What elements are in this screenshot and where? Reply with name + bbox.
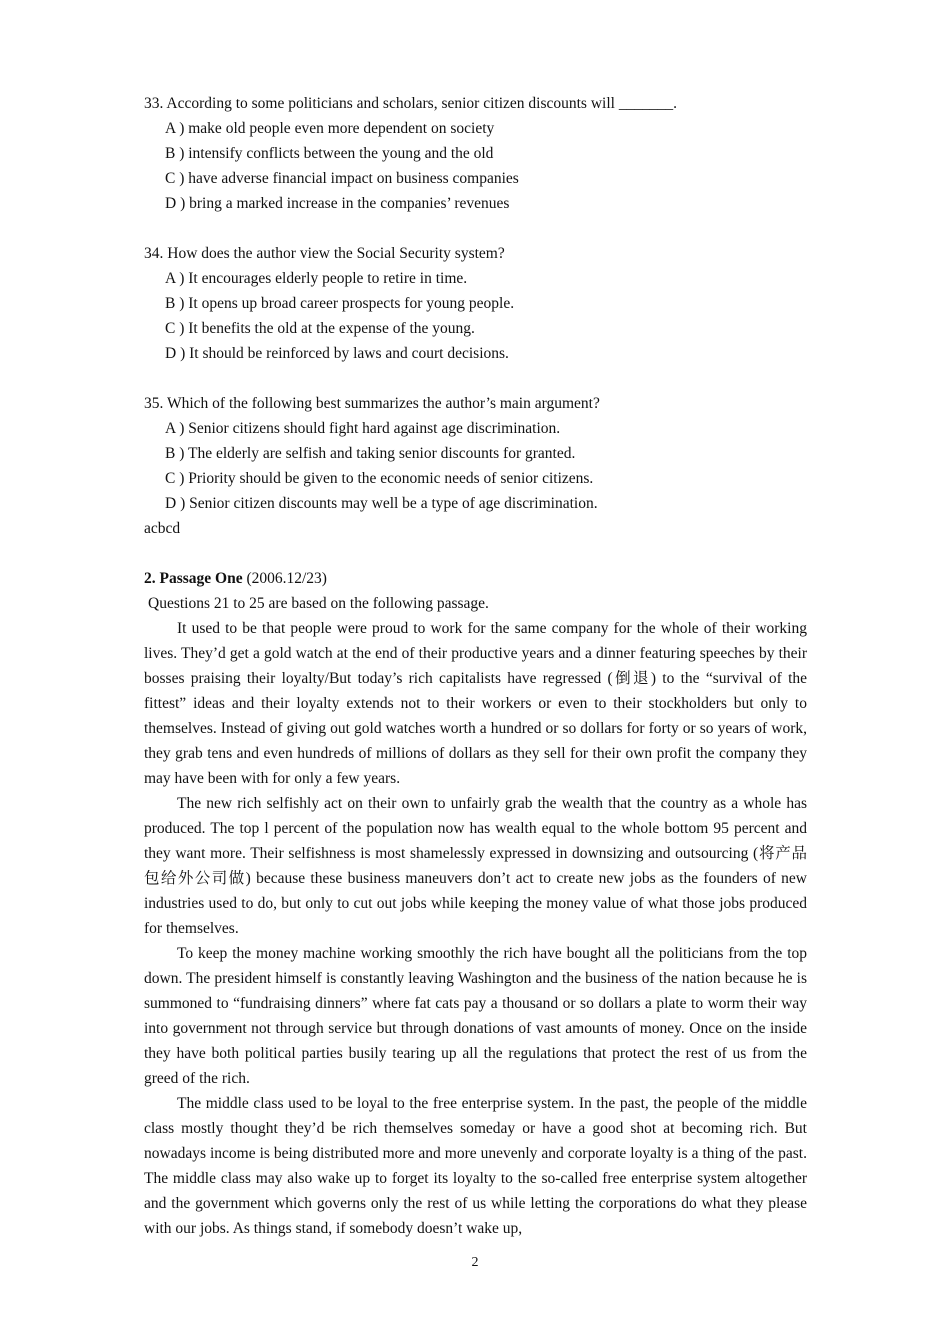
section-heading xyxy=(144,566,807,591)
option-c: C ) Priority should be given to the economic needs of senior citizens. xyxy=(165,470,594,487)
option-a: A ) make old people even more dependent on society xyxy=(165,120,495,137)
answer-key: acbcd xyxy=(144,520,181,537)
option-d: D ) bring a marked increase in the companies’ revenues xyxy=(165,195,510,212)
question-stem: 35. Which of the following best summarizes the author’s main argument? xyxy=(144,395,600,412)
option-b: B ) intensify conflicts between the young and the old xyxy=(165,145,494,162)
option-d: D ) It should be reinforced by laws and court decisions. xyxy=(165,345,509,362)
option-b: B ) It opens up broad career prospects for young people. xyxy=(165,295,515,312)
spacer xyxy=(144,216,807,241)
passage-paragraph-1: It used to be that people were proud to work for the same company for the whole of their working lives. They’d get a gold watch at the end of their productive years and a dinner featuring speeches by their bosses praising their loyalty/But today’s rich capitalists have regressed (倒退) to the “survival of the fittest” ideas and their loyalty extends not to their workers or even to their stockholders but only to themselves. Instead of giving out gold watches worth a hundred or so dollars for forty or so years of work, they grab tens and even hundreds of millions of dollars as they sell for their own profit the company they may have been with for only a few years. xyxy=(144,620,807,787)
passage-paragraph-2: The new rich selfishly act on their own to unfairly grab the wealth that the country as a whole has produced. The top l percent of the population now has wealth equal to the whole bottom 95 percent and they want more. Their selfishness is most shamelessly expressed in downsizing and outsourcing (将产品包给外公司做) because these business maneuvers don’t act to create new jobs as the founders of new industries used to do, but only to cut out jobs while keeping the money value of what those jobs produced for themselves. xyxy=(144,795,807,937)
section-number: 2 xyxy=(144,570,152,587)
section-separator: . xyxy=(151,570,160,587)
question-stem: 34. How does the author view the Social Security system? xyxy=(144,245,505,262)
question-35 xyxy=(144,391,807,516)
option-a: A ) Senior citizens should fight hard against age discrimination. xyxy=(165,420,561,437)
spacer xyxy=(144,541,807,566)
option-a: A ) It encourages elderly people to retire in time. xyxy=(165,270,468,287)
page-content xyxy=(144,91,807,1241)
page-number: 2 xyxy=(471,1255,479,1270)
option-d: D ) Senior citizen discounts may well be a type of age discrimination. xyxy=(165,495,598,512)
section-date: (2006.12/23) xyxy=(242,570,327,587)
question-33 xyxy=(144,91,807,216)
question-34 xyxy=(144,241,807,366)
section-intro: Questions 21 to 25 are based on the following passage. xyxy=(148,595,489,612)
passage-paragraph-3: To keep the money machine working smoothly the rich have bought all the politicians from the top down. The president himself is constantly leaving Washington and the business of the nation because he is summoned to “fundraising dinners” where fat cats pay a thousand or so dollars a plate to worm their way into government not through service but through donations of vast amounts of money. Once on the inside they have both political parties busily tearing up all the regulations that protect the rest of us from the greed of the rich. xyxy=(144,945,807,1087)
section-title: Passage One xyxy=(159,570,243,587)
passage-paragraph-4: The middle class used to be loyal to the free enterprise system. In the past, the people of the middle class mostly thought they’d be rich themselves someday or have a good shot at becoming rich. But nowadays income is being distributed more and more unevenly and corporate loyalty is a thing of the past. The middle class may also wake up to forget its loyalty to the so-called free enterprise system altogether and the government which governs only the rest of us while letting the corporations do what they please with our jobs. As things stand, if somebody doesn’t wake up, xyxy=(144,1095,807,1237)
option-c: C ) It benefits the old at the expense of the young. xyxy=(165,320,475,337)
option-c: C ) have adverse financial impact on business companies xyxy=(165,170,519,187)
option-b: B ) The elderly are selfish and taking senior discounts for granted. xyxy=(165,445,576,462)
question-stem: 33. According to some politicians and scholars, senior citizen discounts will _______. xyxy=(144,95,677,112)
spacer xyxy=(144,366,807,391)
